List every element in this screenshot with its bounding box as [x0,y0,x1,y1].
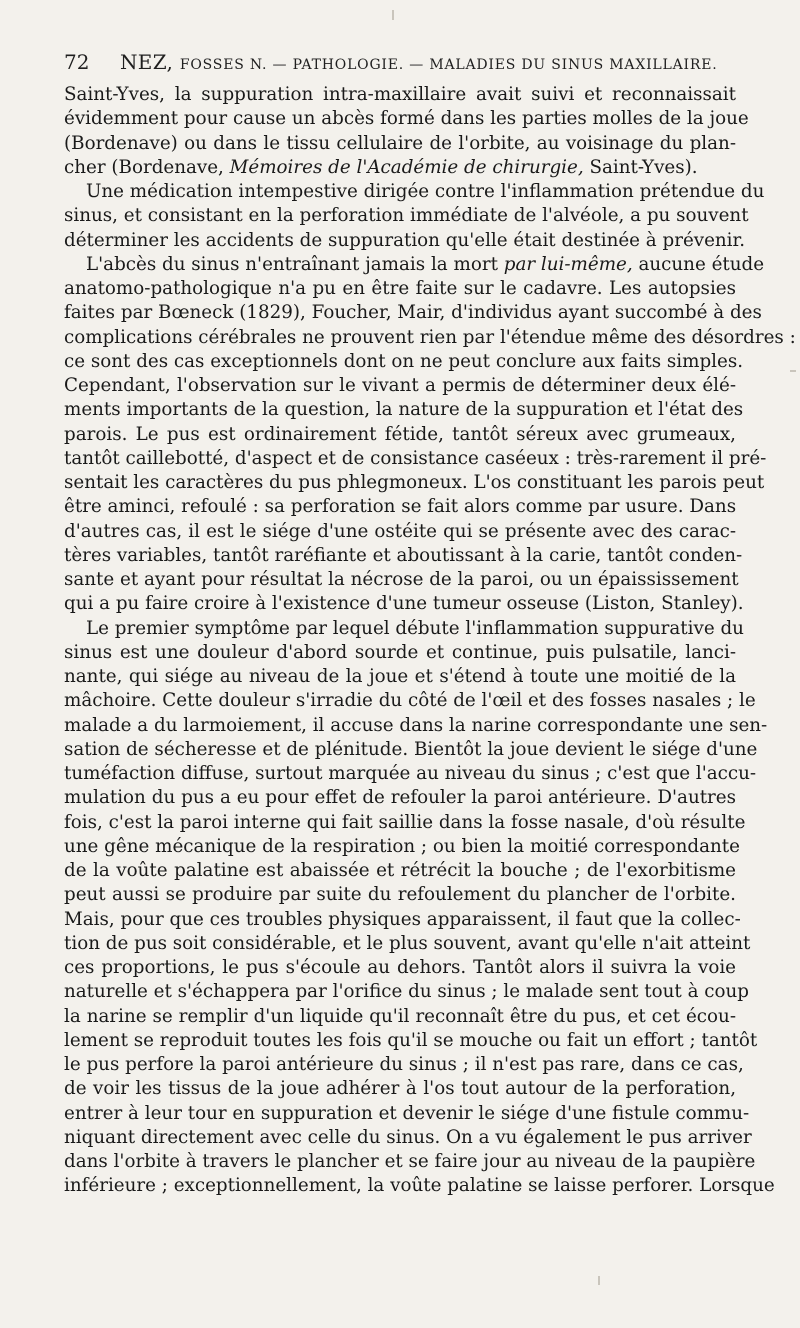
text-line: tion de pus soit considérable, et le plus souvent, avant qu'elle n'ait atteint [64,932,751,954]
text-line: évidemment pour cause un abcès formé dans les parties molles de la joue [64,108,749,130]
text-line: être aminci, refoulé : sa perforation se fait alors comme par usure. Dans [64,496,737,518]
text-line: naturelle et s'échappera par l'orifice du sinus ; le malade sent tout à coup [64,981,750,1003]
text-segment: L'abcès du sinus n'entraînant jamais la mort [86,253,498,275]
running-title-main: NEZ, [120,50,174,74]
text-line: tuméfaction diffuse, surtout marquée au niveau du sinus ; c'est que l'accu- [64,763,757,784]
paragraph-start: Le premier symptôme par lequel débute l'inflammation suppurative du [86,617,744,639]
paper-speck [598,1276,600,1285]
running-header [64,50,736,76]
text-line: faites par Bœneck (1829), Foucher, Mair, d'individus ayant succombé à des [64,302,762,324]
text-line: sinus est une douleur d'abord sourde et continue, puis pulsatile, lanci- [64,641,736,663]
text-line: lement se reproduit toutes les fois qu'il se mouche ou fait un effort ; tantôt [64,1029,758,1051]
paragraph-start: Une médication intempestive dirigée contre l'inflammation prétendue du [86,181,765,202]
text-line: complications cérébrales ne prouvent rien par l'étendue même des désordres : [64,326,796,348]
text-line [64,156,736,180]
text-line: Saint-Yves, la suppuration intra-maxillaire avait suivi et reconnaissait [64,84,736,105]
text-line: malade a du larmoiement, il accuse dans la narine correspondante une sen- [64,714,768,736]
text-line: ments importants de la question, la nature de la suppuration et l'état des [64,399,744,421]
text-line: une gêne mécanique de la respiration ; ou bien la moitié correspondante [64,835,740,857]
text-line: niquant directement avec celle du sinus. On a vu également le pus arriver [64,1126,752,1148]
text-line: fois, c'est la paroi interne qui fait saillie dans la fosse nasale, d'où résulte [64,811,746,833]
text-line: (Bordenave) ou dans le tissu cellulaire de l'orbite, au voisinage du plan- [64,132,736,154]
text-line: la narine se remplir d'un liquide qu'il reconnaît être du pus, et cet écou- [64,1005,736,1027]
text-line: qui a pu faire croire à l'existence d'une tumeur osseuse (Liston, Stanley). [64,593,744,615]
text-segment: cher (Bordenave, [64,156,224,178]
text-line: dans l'orbite à travers le plancher et se faire jour au niveau de la paupière [64,1151,756,1172]
italic-citation: Mémoires de l'Académie de chirurgie, [229,156,584,178]
text-line: d'autres cas, il est le siége d'une ostéite qui se présente avec des carac- [64,520,736,542]
text-line: Cependant, l'observation sur le vivant a permis de déterminer deux élé- [64,375,736,396]
text-line: tantôt caillebotté, d'aspect et de consistance caséeux : très-rarement il pré- [64,447,767,469]
text-line: ce sont des cas exceptionnels dont on ne peut conclure aux faits simples. [64,350,744,372]
running-title-rest: FOSSES N. — PATHOLOGIE. — MALADIES DU SINUS MAXILLAIRE. [179,57,718,73]
page-number: 72 [64,50,90,74]
text-line: Mais, pour que ces troubles physiques apparaissent, il faut que la collec- [64,908,741,930]
italic-emphasis: par lui-même, [503,253,633,275]
text-line: sinus, et consistant en la perforation immédiate de l'alvéole, a pu souvent [64,205,749,227]
text-line: nante, qui siége au niveau de la joue et s'étend à toute une moitié de la [64,666,736,687]
text-line: sante et ayant pour résultat la nécrose de la paroi, ou un épaississement [64,569,739,590]
text-line: déterminer les accidents de suppuration qu'elle était destinée à prévenir. [64,229,746,251]
text-line: parois. Le pus est ordinairement fétide, tantôt séreux avec grumeaux, [64,423,736,445]
text-line: mulation du pus a eu pour effet de refouler la paroi antérieure. D'autres [64,787,736,809]
text-segment: Saint-Yves). [589,156,698,178]
paper-speck [392,10,394,20]
text-line: de la voûte palatine est abaissée et rétrécit la bouche ; de l'exorbitisme [64,860,736,881]
text-segment: aucune étude [638,253,765,275]
text-line: inférieure ; exceptionnellement, la voûte palatine se laisse perforer. Lorsque [64,1175,775,1197]
text-line: sation de sécheresse et de plénitude. Bientôt la joue devient le siége d'une [64,738,758,760]
text-line: mâchoire. Cette douleur s'irradie du côté de l'œil et des fosses nasales ; le [64,690,756,712]
text-line: de voir les tissus de la joue adhérer à l'os tout autour de la perforation, [64,1078,736,1100]
text-line: le pus perfore la paroi antérieure du sinus ; il n'est pas rare, dans ce cas, [64,1054,744,1075]
text-line: tères variables, tantôt raréfiante et aboutissant à la carie, tantôt conden- [64,544,743,566]
text-line: peut aussi se produire par suite du refoulement du plancher de l'orbite. [64,884,736,906]
running-title [120,50,717,74]
paragraph-start [64,253,765,277]
paper-speck [790,370,796,372]
text-line: anatomo-pathologique n'a pu en être faite sur le cadavre. Les autopsies [64,278,736,299]
text-line: ces proportions, le pus s'écoule au dehors. Tantôt alors il suivra la voie [64,957,736,978]
text-line: entrer à leur tour en suppuration et devenir le siége d'une fistule commu- [64,1102,750,1124]
text-line: sentait les caractères du pus phlegmoneux. L'os constituant les parois peut [64,472,765,493]
body-text [64,83,796,1199]
